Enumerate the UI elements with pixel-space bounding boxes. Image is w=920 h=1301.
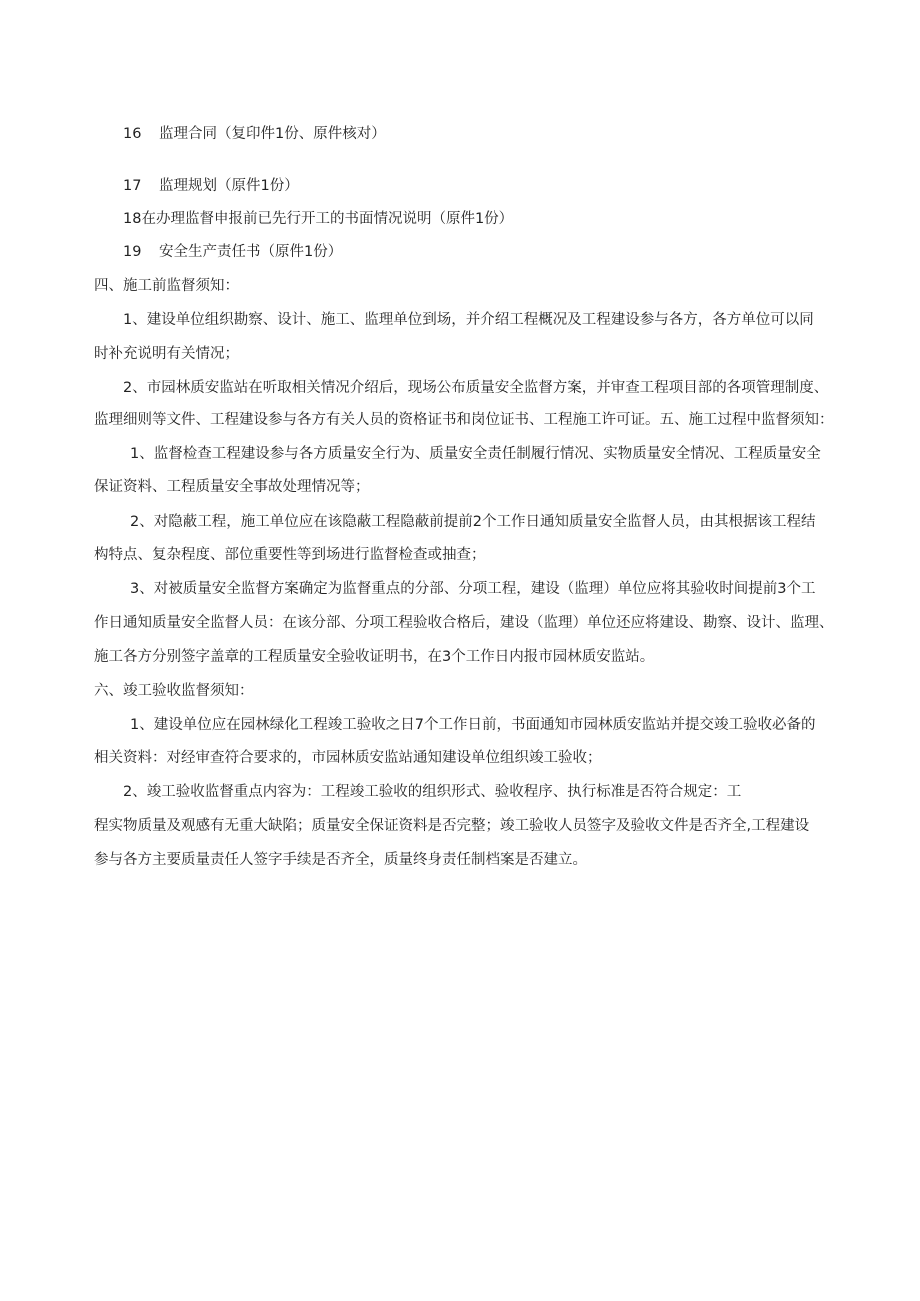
paragraph-line: 作日通知质量安全监督人员：在该分部、分项工程验收合格后，建设（监理）单位还应将建设、勘察、设计、监理、 [94,615,834,631]
list-item [123,209,513,229]
item-number: 17 [123,178,142,194]
paragraph-line: 监理细则等文件、工程建设参与各方有关人员的资格证书和岗位证书、工程施工许可证。五、施工过程中监督须知： [94,412,834,428]
paragraph-line: 2、市园林质安监站在听取相关情况介绍后，现场公布质量安全监督方案，并审查工程项目部的各项管理制度、 [123,380,829,396]
item-number: 19 [123,244,142,260]
paragraph-line: 1、监督检查工程建设参与各方质量安全行为、质量安全责任制履行情况、实物质量安全情况、工程质量安全 [130,446,821,462]
paragraph-line: 施工各方分别签字盖章的工程质量安全验收证明书，在3个工作日内报市园林质安监站。 [94,649,655,665]
section-heading: 四、施工前监督须知： [94,278,239,294]
paragraph-line: 2、竣工验收监督重点内容为：工程竣工验收的组织形式、验收程序、执行标准是否符合规定：工 [123,784,742,800]
item-number: 16 [123,126,142,142]
paragraph-line: 1、建设单位应在园林绿化工程竣工验收之日7个工作日前，书面通知市园林质安监站并提交竣工验收必备的 [130,717,816,733]
item-text: 监理合同（复印件1份、原件核对） [159,126,386,142]
list-item [123,124,386,144]
paragraph-line: 相关资料：对经审查符合要求的，市园林质安监站通知建设单位组织竣工验收； [94,750,602,766]
paragraph-line: 程实物质量及观感有无重大缺陷；质量安全保证资料是否完整；竣工验收人员签字及验收文件是否齐全,工程建设 [94,818,810,834]
paragraph-line: 1、建设单位组织勘察、设计、施工、监理单位到场，并介绍工程概况及工程建设参与各方，各方单位可以同 [123,312,814,328]
paragraph-line: 保证资料、工程质量安全事故处理情况等； [94,479,370,495]
paragraph-line: 参与各方主要质量责任人签字手续是否齐全，质量终身责任制档案是否建立。 [94,852,587,868]
list-item [123,176,299,196]
item-text: 安全生产责任书（原件1份） [159,244,343,260]
paragraph-line: 3、对被质量安全监督方案确定为监督重点的分部、分项工程，建设（监理）单位应将其验收时间提前3个工 [130,581,816,597]
item-text: 监理规划（原件1份） [159,178,299,194]
paragraph-line: 时补充说明有关情况； [94,346,239,362]
item-text: 18在办理监督申报前已先行开工的书面情况说明（原件1份） [123,211,514,227]
section-heading: 六、竣工验收监督须知： [94,683,254,699]
list-item [123,242,342,262]
paragraph-line: 构特点、复杂程度、部位重要性等到场进行监督检查或抽查； [94,547,486,563]
paragraph-line: 2、对隐蔽工程，施工单位应在该隐蔽工程隐蔽前提前2个工作日通知质量安全监督人员，由其根据该工程结 [130,514,816,530]
